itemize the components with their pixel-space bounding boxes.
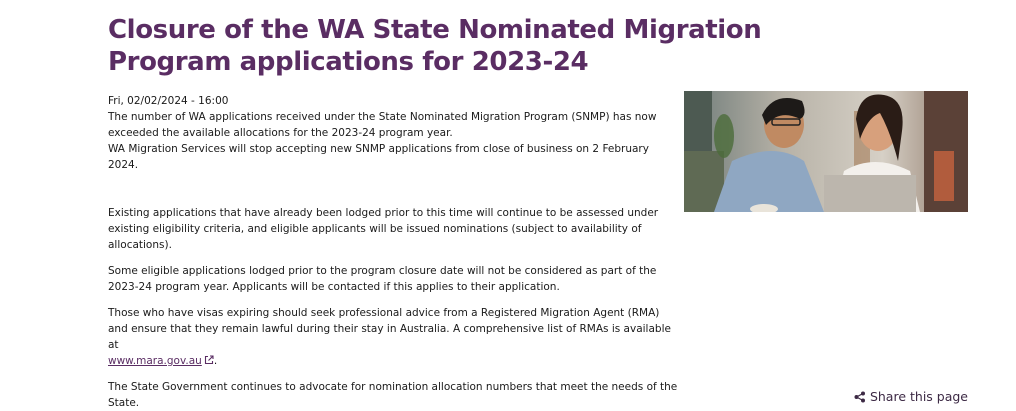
external-link-icon (204, 355, 214, 365)
article-paragraph-visas (108, 305, 680, 369)
mara-link[interactable]: www.mara.gov.au (108, 355, 202, 367)
share-label: Share this page (869, 389, 968, 404)
published-date: Fri, 02/02/2024 - 16:00 (108, 95, 229, 107)
article-paragraph-some: Some eligible applications lodged prior to the program closure date will not be considered as part of the 2023-24 program year. Applicants will be contacted if this applies to their application. (108, 265, 657, 293)
article-paragraph-existing: Existing applications that have already been lodged prior to this time will continue to be assessed under existing eligibility criteria, and eligible applicants will be issued nominations (subject to availability of allocations). (108, 207, 659, 251)
article-intro-1: The number of WA applications received under the State Nominated Migration Program (SNMP) has now exceeded the available allocations for the 2023-24 program year. (108, 111, 657, 139)
article-photo (684, 91, 968, 212)
breadcrumb (108, 0, 548, 2)
mara-suffix: . (213, 355, 218, 367)
article-paragraph-government: The State Government continues to advocate for nomination allocation numbers that meet the needs of the State. (108, 381, 678, 409)
share-icon (854, 391, 866, 403)
page-title: Closure of the WA State Nominated Migration Program applications for 2023-24 (108, 15, 762, 77)
visas-text: Those who have visas expiring should seek professional advice from a Registered Migration Agent (RMA) and ensure that they remain lawful during their stay in Australia. A comprehensive list of RMAs is available at (108, 307, 671, 351)
article-body (108, 93, 680, 411)
people-at-laptop-image (684, 91, 968, 212)
article-intro-2: WA Migration Services will stop accepting new SNMP applications from close of business on 2 February 2024. (108, 143, 649, 171)
share-page-button[interactable] (854, 389, 968, 404)
